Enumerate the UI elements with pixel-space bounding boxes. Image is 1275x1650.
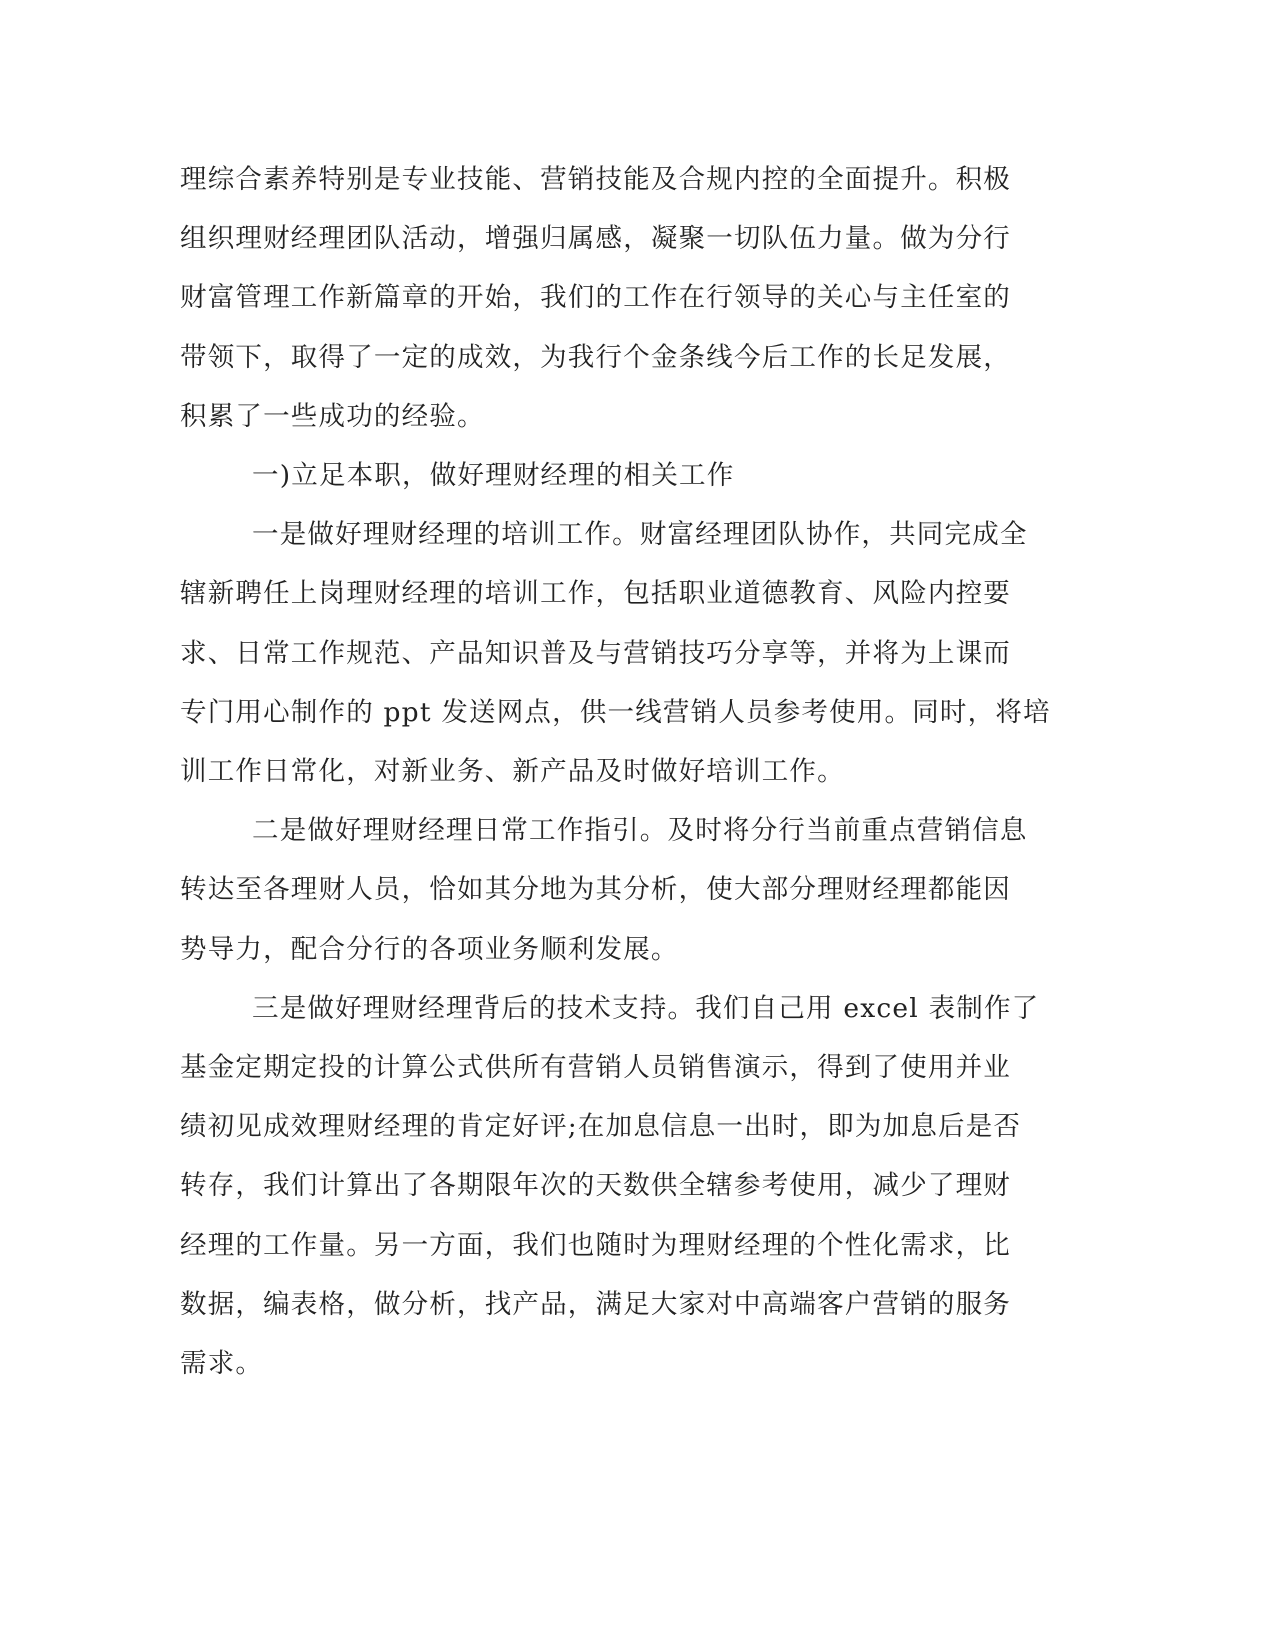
- text-line: 理综合素养特别是专业技能、营销技能及合规内控的全面提升。积极: [180, 164, 1011, 195]
- text-line: 专门用心制作的 ppt 发送网点，供一线营销人员参考使用。同时，将培: [180, 696, 1051, 728]
- text-line: 基金定期定投的计算公式供所有营销人员销售演示，得到了使用并业: [180, 1052, 1011, 1084]
- text-line: 经理的工作量。另一方面，我们也随时为理财经理的个性化需求，比: [180, 1229, 1011, 1261]
- text-line: 一是做好理财经理的培训工作。财富经理团队协作，共同完成全: [252, 519, 1028, 551]
- text-line: 绩初见成效理财经理的肯定好评;在加息信息一出时，即为加息后是否: [180, 1111, 1022, 1143]
- document-body: [180, 150, 1051, 1393]
- heading-text: 一)立足本职，做好理财经理的相关工作: [252, 460, 735, 492]
- text-line: 积累了一些成功的经验。: [180, 400, 485, 432]
- section-heading: [180, 446, 1035, 505]
- paragraph-intro-continuation: [180, 150, 1035, 446]
- text-line: 财富管理工作新篇章的开始，我们的工作在行领导的关心与主任室的: [180, 282, 1011, 314]
- paragraph-guidance: [180, 801, 1035, 979]
- paragraph-tech-support: [180, 979, 1040, 1393]
- text-line: 转达至各理财人员，恰如其分地为其分析，使大部分理财经理都能因: [180, 874, 1011, 906]
- text-line: 转存，我们计算出了各期限年次的天数供全辖参考使用，减少了理财: [180, 1170, 1011, 1202]
- paragraph-training: [180, 505, 1051, 801]
- text-line: 三是做好理财经理背后的技术支持。我们自己用 excel 表制作了: [252, 992, 1040, 1024]
- text-line: 数据，编表格，做分析，找产品，满足大家对中高端客户营销的服务: [180, 1288, 1011, 1320]
- text-line: 组织理财经理团队活动，增强归属感，凝聚一切队伍力量。做为分行: [180, 223, 1011, 255]
- text-line: 需求。: [180, 1348, 264, 1380]
- text-line: 势导力，配合分行的各项业务顺利发展。: [180, 933, 679, 965]
- text-line: 求、日常工作规范、产品知识普及与营销技巧分享等，并将为上课而: [180, 637, 1011, 669]
- text-line: 带领下，取得了一定的成效，为我行个金条线今后工作的长足发展，: [180, 341, 1011, 373]
- text-line: 二是做好理财经理日常工作指引。及时将分行当前重点营销信息: [252, 815, 1028, 847]
- text-line: 辖新聘任上岗理财经理的培训工作，包括职业道德教育、风险内控要: [180, 578, 1011, 610]
- text-line: 训工作日常化，对新业务、新产品及时做好培训工作。: [180, 756, 845, 788]
